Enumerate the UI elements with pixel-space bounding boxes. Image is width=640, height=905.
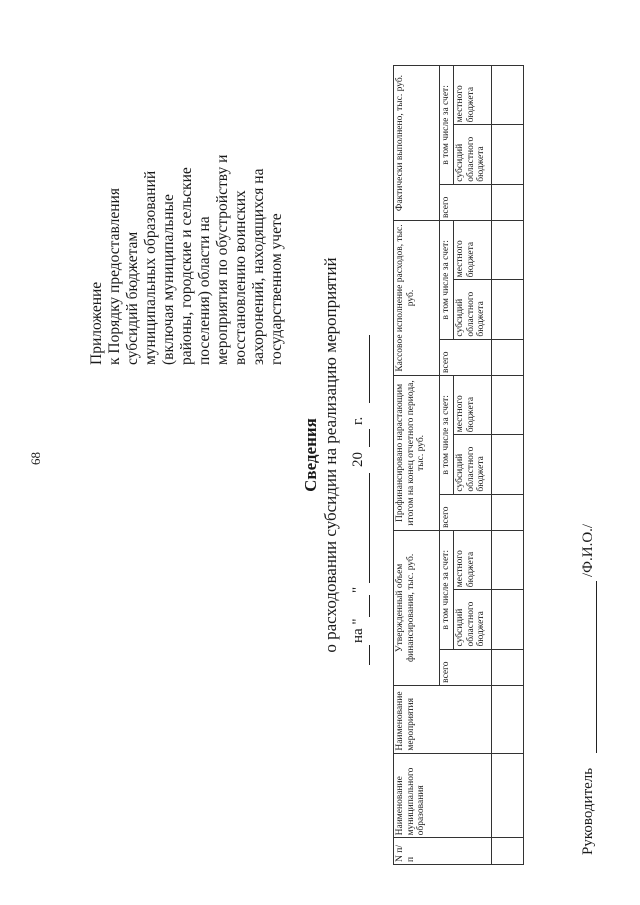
header-including: в том числе за счет: (440, 530, 454, 649)
header-including: в том числе за счет: (440, 221, 454, 340)
year-suffix: г. (350, 416, 366, 425)
header-actual: Фактически выполнено, тыс. руб. (394, 66, 440, 221)
date-mid: " (350, 586, 366, 593)
year-prefix: 20 (350, 452, 366, 467)
header-including: в том числе за счет: (440, 66, 454, 185)
table-cell (492, 339, 524, 375)
header-including: в том числе за счет: (440, 375, 454, 494)
table-cell (492, 590, 524, 649)
header-local-budget: местного бюджета (454, 375, 492, 434)
appendix-block (88, 35, 286, 365)
header-regional-subsidy: субсидий областного бюджета (454, 280, 492, 339)
signature-fio: /Ф.И.О./ (580, 523, 596, 577)
header-total: всего (440, 184, 492, 220)
header-financed: Профинансировано нарастающим итогом на конец отчетного периода, тыс. руб. (394, 375, 440, 530)
table-cell (492, 375, 524, 434)
signature-label: Руководитель (580, 767, 596, 855)
table-cell (492, 184, 524, 220)
table-cell (492, 125, 524, 184)
header-cash: Кассовое исполнение расходов, тыс. руб. (394, 221, 440, 376)
day-underline (369, 595, 370, 617)
appendix-line: (включая муниципальные (160, 194, 177, 365)
appendix-line: к Порядку предоставления (106, 188, 123, 365)
header-local-budget: местного бюджета (454, 66, 492, 125)
date-prefix: на " (350, 618, 366, 643)
header-n: N п/п (394, 838, 492, 865)
table-cell (492, 530, 524, 589)
rotated-sheet (8, 25, 640, 885)
table-cell (492, 221, 524, 280)
table-cell (492, 685, 524, 753)
title-block (301, 145, 341, 765)
appendix-line: Приложение (88, 281, 105, 365)
date-underline-right (369, 335, 370, 403)
table-cell (492, 838, 524, 865)
header-regional-subsidy: субсидий областного бюджета (454, 590, 492, 649)
appendix-line: муниципальных образований (142, 170, 159, 365)
report-table (393, 65, 524, 865)
page-number: 68 (28, 452, 43, 465)
appendix-line: захоронений, находящихся на (250, 168, 267, 365)
appendix-line: районы, городские и сельские (178, 167, 195, 365)
table-cell (492, 494, 524, 530)
table-cell (492, 753, 524, 838)
header-approved: Утвержденный объем финансирования, тыс. руб. (394, 530, 440, 685)
header-local-budget: местного бюджета (454, 530, 492, 589)
appendix-line: субсидий бюджетам (124, 231, 141, 365)
header-regional-subsidy: субсидий областного бюджета (454, 125, 492, 184)
report-date-line (348, 335, 370, 665)
year-underline (369, 429, 370, 447)
appendix-line: государственном учете (268, 213, 285, 365)
table-row (492, 66, 524, 865)
header-municipality: Наименование муниципального образования (394, 753, 492, 838)
document-title: Сведения (301, 418, 320, 492)
header-event: Наименование мероприятия (394, 685, 492, 753)
header-total: всего (440, 494, 492, 530)
table-cell (492, 66, 524, 125)
header-total: всего (440, 339, 492, 375)
document-subtitle: о расходовании субсидии на реализацию мероприятий (321, 257, 340, 653)
table-cell (492, 649, 524, 685)
header-local-budget: местного бюджета (454, 221, 492, 280)
signature-line (573, 355, 603, 855)
header-total: всего (440, 649, 492, 685)
table-cell (492, 280, 524, 339)
month-underline (369, 473, 370, 583)
appendix-line: поселения) области на (196, 216, 213, 365)
appendix-line: восстановлению воинских (232, 190, 249, 365)
date-underline-left (369, 645, 370, 665)
table-cell (492, 435, 524, 494)
appendix-line: мероприятия по обустройству и (214, 154, 231, 365)
header-regional-subsidy: субсидий областного бюджета (454, 435, 492, 494)
signature-underline (596, 581, 597, 753)
